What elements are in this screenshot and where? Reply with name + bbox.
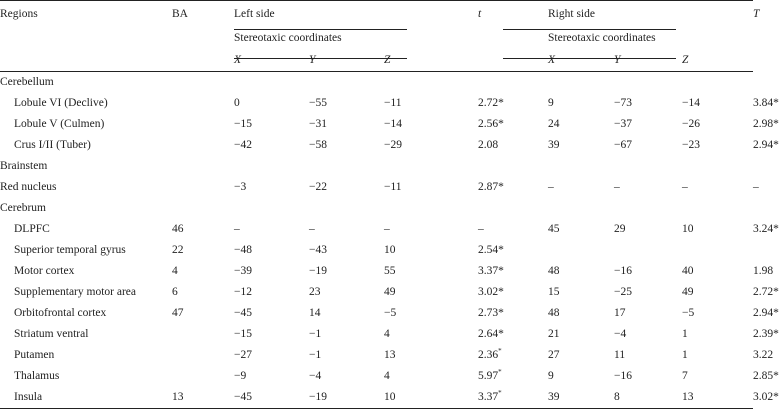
- right-y-cell: [614, 135, 682, 156]
- left-x-cell: [234, 366, 309, 387]
- right-x-cell-text: –: [548, 181, 554, 193]
- left-x-cell: [234, 240, 309, 261]
- table-row: [0, 303, 753, 324]
- significance-marker: *: [498, 347, 502, 356]
- right-x-cell: [548, 261, 614, 282]
- region-cell-text: Superior temporal gyrus: [14, 244, 126, 256]
- group-row: [0, 198, 753, 219]
- ba-cell: [172, 387, 234, 409]
- left-y-cell-text: −43: [309, 244, 327, 256]
- left-z-cell: [384, 303, 478, 324]
- right-z-cell-text: 10: [682, 223, 694, 235]
- left-t-cell-text: 2.73*: [478, 307, 504, 319]
- left-t-cell: [478, 177, 548, 198]
- right-z-cell-text: −5: [682, 307, 695, 319]
- right-x-cell-text: 48: [548, 265, 560, 277]
- left-x-cell-text: −39: [234, 265, 252, 277]
- left-stereo-rule: [234, 58, 407, 59]
- left-z-cell-text: 10: [384, 391, 396, 403]
- left-y-cell-text: −55: [309, 97, 327, 109]
- left-x-cell-text: −48: [234, 244, 252, 256]
- right-x-cell-text: 39: [548, 139, 560, 151]
- right-z-cell-text: 49: [682, 286, 694, 298]
- right-z-cell-text: −14: [682, 97, 701, 109]
- header-row-1: Regions BA Left side t Right side T: [0, 1, 753, 28]
- right-x-cell: [548, 366, 614, 387]
- ba-cell: [172, 219, 234, 240]
- left-x-cell-text: –: [234, 223, 240, 235]
- right-z-cell: [682, 177, 753, 198]
- right-y-cell: [614, 387, 682, 409]
- left-t-cell-text: 2.87*: [478, 181, 504, 193]
- right-x-cell: [548, 114, 614, 135]
- region-cell-text: Supplementary motor area: [14, 286, 136, 298]
- right-y-cell: [614, 261, 682, 282]
- left-t-cell: [478, 366, 548, 387]
- left-z-cell: [384, 114, 478, 135]
- right-x-cell-text: 9: [548, 97, 554, 109]
- left-x-cell-text: −9: [234, 370, 247, 382]
- header-left-x: X: [234, 49, 309, 72]
- table-row: [0, 345, 753, 366]
- left-z-cell-text: −5: [384, 307, 397, 319]
- table-row: [0, 282, 753, 303]
- left-x-cell: [234, 282, 309, 303]
- left-y-cell: [309, 240, 384, 261]
- region-cell-text: Striatum ventral: [14, 328, 89, 340]
- right-z-cell-text: −26: [682, 118, 701, 130]
- left-x-cell: [234, 261, 309, 282]
- right-t-cell-text: 2.94*: [753, 307, 779, 319]
- left-y-cell-text: 14: [309, 307, 321, 319]
- right-z-cell-text: 13: [682, 391, 694, 403]
- left-y-cell: [309, 282, 384, 303]
- left-z-cell: [384, 387, 478, 409]
- right-z-cell: [682, 240, 753, 261]
- region-cell: [0, 240, 172, 261]
- left-t-cell-text: 2.56*: [478, 118, 504, 130]
- region-cell: [0, 261, 172, 282]
- region-cell-text: Thalamus: [14, 370, 60, 382]
- right-x-cell-text: 21: [548, 328, 560, 340]
- left-x-cell: [234, 303, 309, 324]
- left-x-cell-text: −27: [234, 349, 252, 361]
- right-z-cell: [682, 114, 753, 135]
- right-t-cell-text: 3.84*: [753, 97, 779, 109]
- left-t-cell-text: 2.54*: [478, 244, 504, 256]
- left-t-cell: [478, 219, 548, 240]
- table-row: [0, 219, 753, 240]
- left-z-cell-text: –: [384, 223, 390, 235]
- region-cell-text: Lobule V (Culmen): [14, 118, 105, 130]
- left-y-cell-text: −31: [309, 118, 327, 130]
- ba-cell: [172, 114, 234, 135]
- table-row: [0, 261, 753, 282]
- right-x-cell-text: 48: [548, 307, 560, 319]
- right-y-cell: [614, 366, 682, 387]
- ba-cell-text: 46: [172, 223, 184, 235]
- right-t-cell-text: 2.94*: [753, 139, 779, 151]
- ba-cell: [172, 177, 234, 198]
- right-y-cell-text: −25: [614, 286, 633, 298]
- region-cell-text: DLPFC: [14, 223, 50, 235]
- ba-cell: [172, 345, 234, 366]
- left-z-cell: [384, 345, 478, 366]
- left-t-cell: [478, 303, 548, 324]
- left-y-cell: [309, 345, 384, 366]
- header-right-z: Z: [682, 49, 753, 72]
- right-y-cell: [614, 303, 682, 324]
- right-z-cell: [682, 93, 753, 114]
- left-x-cell: [234, 177, 309, 198]
- right-y-cell-text: −73: [614, 97, 633, 109]
- region-cell: [0, 135, 172, 156]
- region-cell: [0, 282, 172, 303]
- left-x-cell: [234, 135, 309, 156]
- region-cell-text: Lobule VI (Declive): [14, 97, 108, 109]
- left-y-cell-text: −1: [309, 328, 322, 340]
- left-y-cell-text: −19: [309, 265, 327, 277]
- right-y-cell: [614, 219, 682, 240]
- left-t-cell-text: –: [478, 223, 484, 235]
- left-x-cell: [234, 219, 309, 240]
- region-cell: [0, 324, 172, 345]
- right-t-cell-text: 3.24*: [753, 223, 779, 235]
- significance-marker: *: [498, 389, 502, 398]
- left-z-cell-text: −14: [384, 118, 402, 130]
- region-cell-text: Red nucleus: [0, 181, 57, 193]
- right-t-cell-text: 2.85*: [753, 370, 779, 382]
- left-y-cell-text: 23: [309, 286, 321, 298]
- header-left-side: Left side: [234, 1, 478, 28]
- ba-cell: [172, 366, 234, 387]
- right-z-cell: [682, 387, 753, 409]
- right-t-cell-text: 2.72*: [753, 286, 779, 298]
- left-y-cell-text: −1: [309, 349, 322, 361]
- left-x-cell: [234, 345, 309, 366]
- ba-cell-text: 22: [172, 244, 184, 256]
- right-x-cell-text: 15: [548, 286, 560, 298]
- right-y-cell-text: –: [614, 181, 620, 193]
- ba-cell: [172, 240, 234, 261]
- right-z-cell: [682, 219, 753, 240]
- left-x-cell: [234, 93, 309, 114]
- region-cell: [0, 366, 172, 387]
- ba-cell-text: 6: [172, 286, 178, 298]
- region-cell: [0, 303, 172, 324]
- left-x-cell-text: 0: [234, 97, 240, 109]
- group-label: Brainstem: [0, 160, 48, 172]
- left-z-cell: [384, 366, 478, 387]
- header-t-left: t: [478, 1, 548, 28]
- region-cell-text: Orbitofrontal cortex: [14, 307, 107, 319]
- left-x-cell: [234, 387, 309, 409]
- left-t-cell: [478, 345, 548, 366]
- region-cell-text: Crus I/II (Tuber): [14, 139, 91, 151]
- left-t-cell-text: 3.37: [478, 391, 499, 403]
- right-t-cell-text: 2.39*: [753, 328, 779, 340]
- right-y-cell-text: −37: [614, 118, 633, 130]
- right-x-cell-text: 27: [548, 349, 560, 361]
- left-z-cell-text: −11: [384, 97, 402, 109]
- right-z-cell-text: −23: [682, 139, 701, 151]
- header-right-y: Y: [614, 49, 682, 72]
- left-y-cell: [309, 219, 384, 240]
- header-row-2: [0, 27, 753, 49]
- right-x-cell: [548, 177, 614, 198]
- right-z-cell-text: 40: [682, 265, 694, 277]
- left-t-cell-text: 2.72*: [478, 97, 504, 109]
- left-z-cell-text: −29: [384, 139, 402, 151]
- left-t-cell-text: 2.08: [478, 139, 499, 151]
- header-row-3: [0, 49, 753, 72]
- left-t-cell: [478, 114, 548, 135]
- left-t-cell-text: 5.97: [478, 370, 499, 382]
- ba-cell: [172, 135, 234, 156]
- left-x-cell-text: −42: [234, 139, 252, 151]
- right-side-rule: [503, 29, 676, 30]
- right-y-cell: [614, 177, 682, 198]
- right-y-cell: [614, 345, 682, 366]
- left-y-cell-text: –: [309, 223, 315, 235]
- left-z-cell-text: 55: [384, 265, 396, 277]
- right-t-cell-text: 1.98: [753, 265, 774, 277]
- header-right-side: Right side: [548, 1, 753, 28]
- right-x-cell: [548, 282, 614, 303]
- right-x-cell: [548, 240, 614, 261]
- left-z-cell: [384, 135, 478, 156]
- header-left-z: Z: [384, 49, 478, 72]
- left-t-cell-text: 3.37*: [478, 265, 504, 277]
- right-x-cell: [548, 93, 614, 114]
- left-x-cell-text: −45: [234, 391, 252, 403]
- left-y-cell: [309, 324, 384, 345]
- right-t-cell-text: 2.98*: [753, 118, 779, 130]
- left-x-cell-text: −15: [234, 328, 252, 340]
- table-row: [0, 240, 753, 261]
- left-y-cell: [309, 261, 384, 282]
- left-y-cell-text: −4: [309, 370, 322, 382]
- left-x-cell-text: −12: [234, 286, 252, 298]
- right-x-cell: [548, 345, 614, 366]
- right-x-cell: [548, 324, 614, 345]
- header-left-y: Y: [309, 49, 384, 72]
- left-y-cell: [309, 177, 384, 198]
- right-z-cell: [682, 324, 753, 345]
- right-y-cell-text: 8: [614, 391, 620, 403]
- left-z-cell: [384, 282, 478, 303]
- left-side-rule: [234, 29, 407, 30]
- right-x-cell-text: 39: [548, 391, 560, 403]
- table-row: [0, 324, 753, 345]
- right-z-cell: [682, 345, 753, 366]
- significance-marker: *: [498, 368, 502, 377]
- region-cell: [0, 345, 172, 366]
- group-row: [0, 156, 753, 177]
- left-z-cell: [384, 219, 478, 240]
- left-t-cell: [478, 387, 548, 409]
- left-z-cell-text: 4: [384, 328, 390, 340]
- left-z-cell-text: 13: [384, 349, 396, 361]
- right-z-cell: [682, 282, 753, 303]
- left-t-cell-text: 3.02*: [478, 286, 504, 298]
- ba-cell: [172, 282, 234, 303]
- table-body: [0, 72, 779, 409]
- right-y-cell: [614, 93, 682, 114]
- left-z-cell: [384, 240, 478, 261]
- region-cell-text: Putamen: [14, 349, 55, 361]
- left-z-cell: [384, 177, 478, 198]
- right-y-cell-text: 17: [614, 307, 626, 319]
- right-x-cell: [548, 135, 614, 156]
- right-z-cell-text: 7: [682, 370, 688, 382]
- left-x-cell-text: −45: [234, 307, 252, 319]
- table-row: [0, 387, 753, 409]
- right-x-cell: [548, 387, 614, 409]
- left-y-cell: [309, 114, 384, 135]
- region-cell: [0, 177, 172, 198]
- right-t-cell-text: –: [753, 181, 759, 193]
- left-z-cell-text: 4: [384, 370, 390, 382]
- left-x-cell-text: −15: [234, 118, 252, 130]
- left-t-cell: [478, 282, 548, 303]
- region-cell-text: Motor cortex: [14, 265, 75, 277]
- region-cell-text: Insula: [14, 391, 43, 403]
- table-row: [0, 93, 753, 114]
- right-y-cell: [614, 240, 682, 261]
- right-t-cell-text: 3.02*: [753, 391, 779, 403]
- right-y-cell-text: 29: [614, 223, 626, 235]
- right-y-cell-text: −16: [614, 265, 633, 277]
- right-x-cell-text: 45: [548, 223, 560, 235]
- left-t-cell-text: 2.36: [478, 349, 499, 361]
- left-t-cell: [478, 240, 548, 261]
- right-y-cell-text: −4: [614, 328, 627, 340]
- ba-cell: [172, 93, 234, 114]
- region-cell: [0, 219, 172, 240]
- region-cell: [0, 93, 172, 114]
- ba-cell-text: 13: [172, 391, 184, 403]
- right-y-cell: [614, 282, 682, 303]
- region-cell: [0, 387, 172, 409]
- header-right-x: X: [548, 49, 614, 72]
- ba-cell: [172, 324, 234, 345]
- left-z-cell: [384, 93, 478, 114]
- left-y-cell: [309, 135, 384, 156]
- left-t-cell: [478, 261, 548, 282]
- left-t-cell: [478, 324, 548, 345]
- left-x-cell-text: −3: [234, 181, 247, 193]
- left-z-cell-text: 10: [384, 244, 396, 256]
- right-z-cell: [682, 261, 753, 282]
- header-stereo-left: Stereotaxic coordinates: [234, 32, 342, 44]
- right-x-cell: [548, 219, 614, 240]
- right-x-cell-text: 24: [548, 118, 560, 130]
- ba-cell-text: 47: [172, 307, 184, 319]
- left-y-cell: [309, 366, 384, 387]
- left-y-cell: [309, 387, 384, 409]
- right-z-cell-text: 1: [682, 328, 688, 340]
- ba-cell: [172, 261, 234, 282]
- right-y-cell: [614, 324, 682, 345]
- header-stereo-right: Stereotaxic coordinates: [548, 32, 656, 44]
- right-z-cell-text: 1: [682, 349, 688, 361]
- right-y-cell-text: −16: [614, 370, 633, 382]
- left-y-cell: [309, 93, 384, 114]
- right-x-cell-text: 9: [548, 370, 554, 382]
- group-label: Cerebrum: [0, 202, 46, 214]
- right-z-cell: [682, 366, 753, 387]
- right-y-cell: [614, 114, 682, 135]
- ba-cell-text: 4: [172, 265, 178, 277]
- right-t-cell-text: 3.22: [753, 349, 774, 361]
- table-row: [0, 135, 753, 156]
- right-z-cell: [682, 303, 753, 324]
- right-y-cell-text: −67: [614, 139, 633, 151]
- left-x-cell: [234, 114, 309, 135]
- left-t-cell: [478, 135, 548, 156]
- table-row: [0, 366, 753, 387]
- header-ba: BA: [172, 1, 234, 28]
- table-row: [0, 114, 753, 135]
- right-x-cell: [548, 303, 614, 324]
- right-stereo-rule: [503, 58, 676, 59]
- left-z-cell-text: 49: [384, 286, 396, 298]
- ba-cell: [172, 303, 234, 324]
- left-y-cell-text: −19: [309, 391, 327, 403]
- right-z-cell: [682, 135, 753, 156]
- left-y-cell: [309, 303, 384, 324]
- left-y-cell-text: −22: [309, 181, 327, 193]
- left-x-cell: [234, 324, 309, 345]
- left-y-cell-text: −58: [309, 139, 327, 151]
- left-z-cell: [384, 324, 478, 345]
- table-row: [0, 177, 753, 198]
- group-label: Cerebellum: [0, 76, 54, 88]
- left-t-cell-text: 2.64*: [478, 328, 504, 340]
- left-t-cell: [478, 93, 548, 114]
- left-z-cell: [384, 261, 478, 282]
- right-y-cell-text: 11: [614, 349, 626, 361]
- right-z-cell-text: –: [682, 181, 688, 193]
- region-cell: [0, 114, 172, 135]
- left-z-cell-text: −11: [384, 181, 402, 193]
- group-row: [0, 72, 753, 94]
- header-regions: Regions: [0, 1, 172, 28]
